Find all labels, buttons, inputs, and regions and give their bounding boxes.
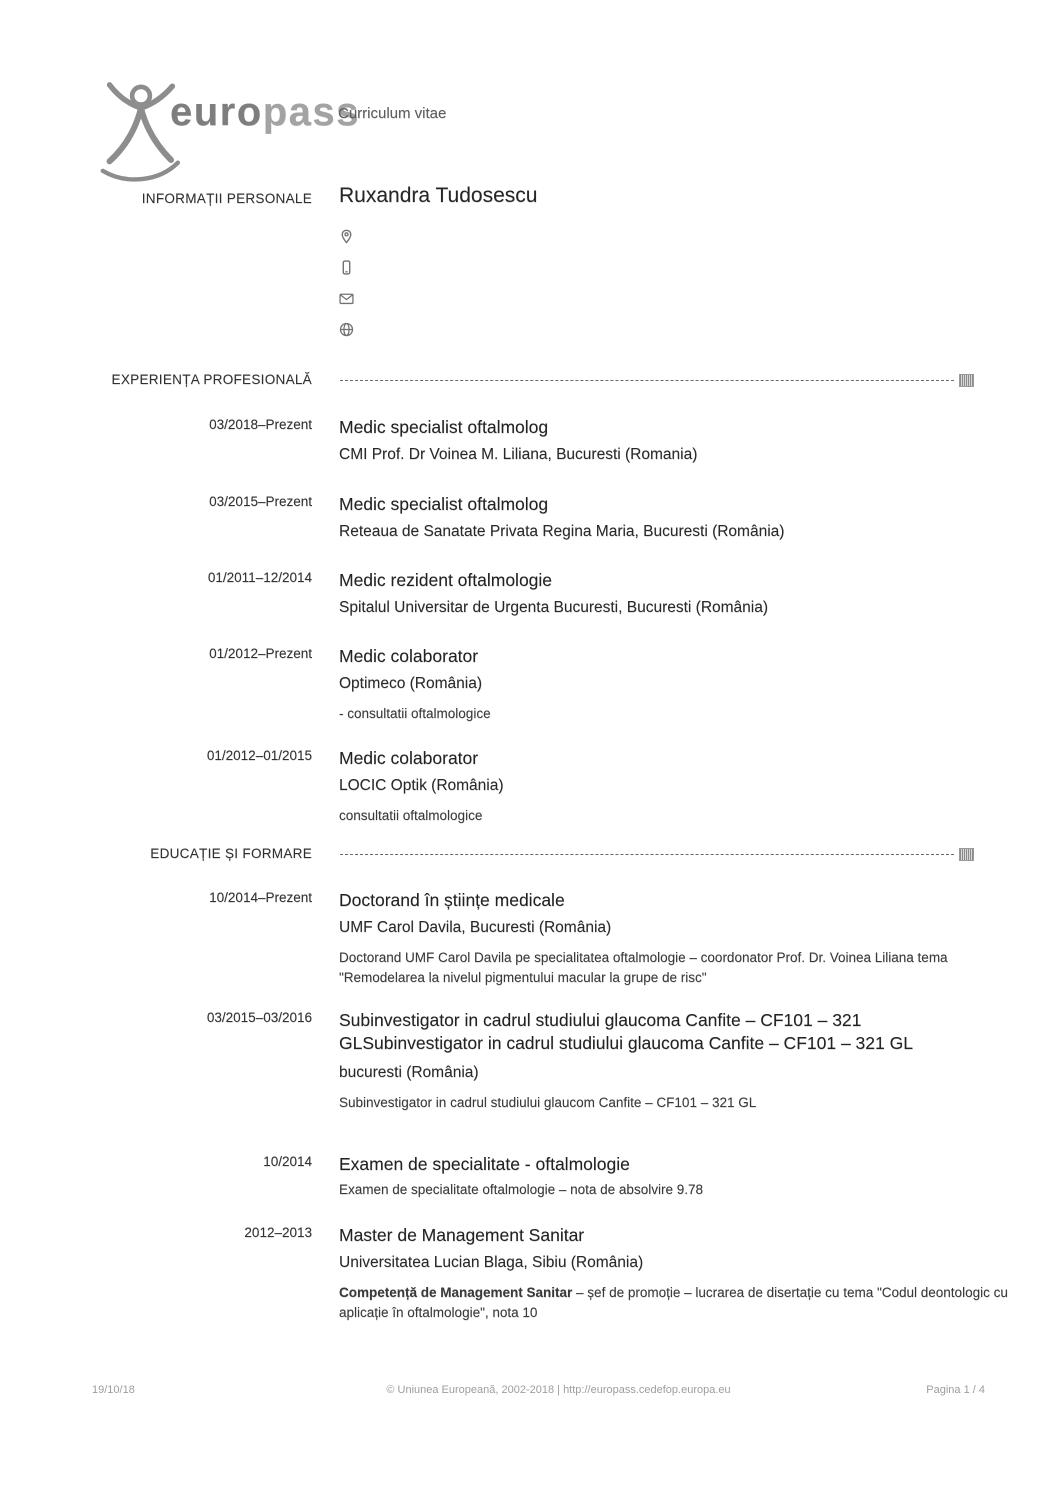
entry-note-bold: Competență de Management Sanitar bbox=[339, 1285, 573, 1300]
footer-copyright: © Uniunea Europeană, 2002-2018 | http://europass.cedefop.europa.eu bbox=[386, 1384, 731, 1396]
entry-date: 01/2011–12/2014 bbox=[207, 570, 312, 585]
section-line-end-icon bbox=[960, 849, 973, 860]
experience-entry bbox=[0, 747, 1059, 826]
envelope-icon bbox=[339, 291, 354, 306]
entry-title: Medic specialist oftalmolog bbox=[339, 417, 549, 437]
education-section-label: EDUCAȚIE ȘI FORMARE bbox=[150, 846, 312, 861]
entry-title: Medic specialist oftalmolog bbox=[339, 494, 549, 514]
entry-note: Examen de specialitate oftalmologie – nota de absolvire 9.78 bbox=[339, 1182, 703, 1197]
entry-date: 2012–2013 bbox=[244, 1225, 312, 1240]
experience-entry bbox=[0, 416, 1059, 466]
entry-note: consultatii oftalmologice bbox=[339, 808, 483, 823]
section-header-experience bbox=[0, 371, 1059, 389]
entry-title: Examen de specialitate - oftalmologie bbox=[339, 1154, 630, 1174]
contact-phone-row bbox=[339, 260, 354, 291]
section-divider-line bbox=[340, 380, 954, 381]
section-line-end-icon bbox=[960, 375, 973, 386]
entry-title: Master de Management Sanitar bbox=[339, 1225, 585, 1245]
entry-note bbox=[339, 1283, 1029, 1323]
person-name: Ruxandra Tudosescu bbox=[339, 184, 538, 207]
experience-entry bbox=[0, 645, 1059, 724]
entry-title: Subinvestigator in cadrul studiului glaucoma Canfite – CF101 – 321 GLSubinvestigator in cadrul studiului glaucoma Canfite – CF101 – 321 GL bbox=[339, 1010, 913, 1053]
experience-entry bbox=[0, 569, 1059, 619]
entry-date: 01/2012–Prezent bbox=[209, 646, 312, 661]
entry-date: 03/2015–Prezent bbox=[209, 494, 312, 509]
entry-title: Medic rezident oftalmologie bbox=[339, 570, 553, 590]
page-footer bbox=[0, 1384, 1059, 1396]
entry-date: 01/2012–01/2015 bbox=[206, 748, 312, 763]
entry-title: Medic colaborator bbox=[339, 646, 479, 666]
entry-organisation: Spitalul Universitar de Urgenta Bucuresti, Bucuresti (România) bbox=[339, 599, 769, 616]
experience-entry bbox=[0, 493, 1059, 543]
entry-note: Doctorand UMF Carol Davila pe specialitatea oftalmologie – coordonator Prof. Dr. Voinea Liliana tema "Remodelarea la nivelul pigmentului macular la grupe de risc" bbox=[339, 950, 948, 985]
personal-info-row bbox=[0, 184, 1059, 208]
entry-date: 03/2018–Prezent bbox=[209, 417, 312, 432]
personal-info-label: INFORMAȚII PERSONALE bbox=[141, 191, 312, 206]
entry-organisation: Reteaua de Sanatate Privata Regina Maria, Bucuresti (România) bbox=[339, 523, 785, 540]
document-type-label: Curriculum vitae bbox=[338, 105, 447, 122]
logo-text-euro: euro bbox=[170, 90, 263, 134]
section-divider-line bbox=[340, 854, 954, 855]
education-entry bbox=[0, 889, 1059, 988]
education-entry bbox=[0, 1153, 1059, 1200]
europass-logo-text bbox=[170, 90, 360, 135]
entry-note: Subinvestigator in cadrul studiului glaucom Canfite – CF101 – 321 GL bbox=[339, 1095, 757, 1110]
experience-section-label: EXPERIENȚA PROFESIONALĂ bbox=[111, 372, 312, 387]
entry-date: 03/2015–03/2016 bbox=[206, 1010, 312, 1025]
entry-title: Medic colaborator bbox=[339, 748, 479, 768]
contact-email-row bbox=[339, 291, 354, 322]
entry-organisation: CMI Prof. Dr Voinea M. Liliana, Bucuresti (Romania) bbox=[339, 446, 698, 463]
contact-website-row bbox=[339, 322, 354, 353]
location-pin-icon bbox=[339, 229, 354, 244]
education-entry bbox=[0, 1224, 1059, 1323]
footer-page-number: Pagina 1 / 4 bbox=[926, 1384, 985, 1396]
entry-organisation: Optimeco (România) bbox=[339, 675, 482, 692]
mobile-phone-icon bbox=[339, 260, 354, 275]
entry-date: 10/2014 bbox=[263, 1154, 312, 1169]
europass-logo bbox=[98, 76, 360, 190]
education-entry bbox=[0, 1009, 1059, 1113]
contact-list bbox=[339, 229, 354, 353]
entry-organisation: bucuresti (România) bbox=[339, 1064, 479, 1081]
entry-date: 10/2014–Prezent bbox=[209, 890, 312, 905]
footer-date: 19/10/18 bbox=[92, 1384, 135, 1396]
entry-note-rest: – șef de promoție – lucrarea de disertație cu tema "Codul deontologic cu aplicație în oftalmologie", nota 10 bbox=[339, 1285, 1008, 1320]
entry-title: Doctorand în științe medicale bbox=[339, 890, 565, 910]
entry-note: - consultatii oftalmologice bbox=[339, 706, 491, 721]
logo-text-pass: pass bbox=[262, 90, 360, 134]
entry-organisation: LOCIC Optik (România) bbox=[339, 777, 504, 794]
globe-icon bbox=[339, 322, 354, 337]
entry-organisation: UMF Carol Davila, Bucuresti (România) bbox=[339, 919, 612, 936]
contact-address-row bbox=[339, 229, 354, 260]
section-header-education bbox=[0, 845, 1059, 863]
entry-organisation: Universitatea Lucian Blaga, Sibiu (România) bbox=[339, 1254, 644, 1271]
